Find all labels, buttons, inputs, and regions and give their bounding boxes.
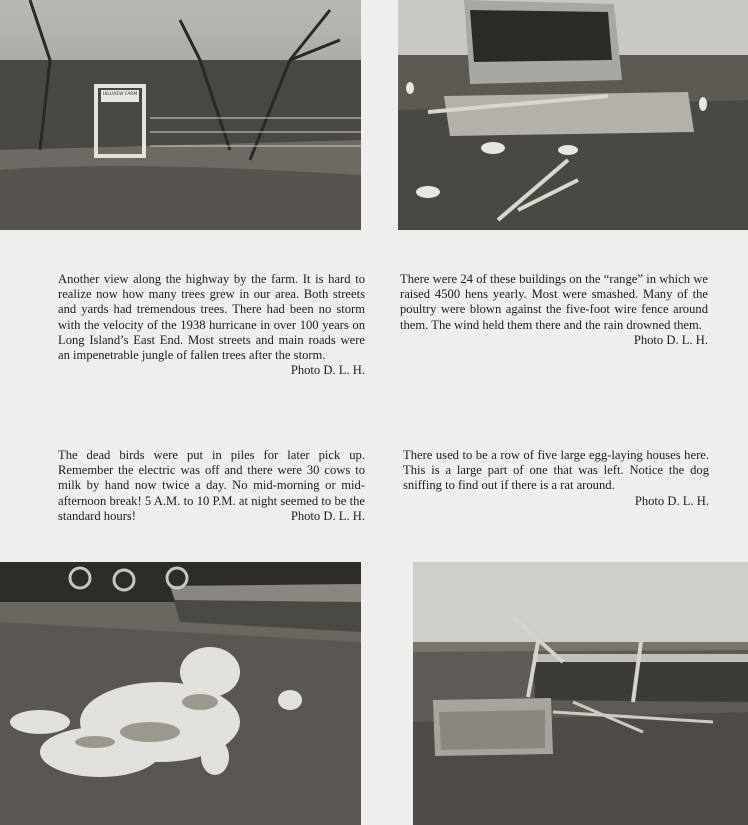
photo-egg-house-remains: [413, 562, 748, 825]
caption-text: Another view along the highway by the farm. It is hard to realize now how many trees grew in our area. Both streets and yards had tremendous trees. There had been no storm with the velocity of the 1938 hurricane in over 100 years on Long Island’s East End. Most streets and main roads were an impenetrable jungle of fallen trees after the storm.: [58, 272, 365, 363]
caption-text: The dead birds were put in piles for later pick up. Remember the electric was off and there were 30 cows to milk by hand now twice a day. No mid-morning or mid-afternoon break! 5 A.M. to 10 P.M. at night seemed to be the standard hours!: [58, 448, 365, 523]
photo-credit: Photo D. L. H.: [634, 493, 709, 508]
photo-credit: Photo D. L. H.: [290, 508, 365, 523]
caption-range-buildings: [400, 272, 708, 348]
caption-egg-houses: [403, 448, 709, 509]
photo-smashed-coop: [398, 0, 748, 230]
photo-farm-sign: [0, 0, 361, 230]
photo-credit: Photo D. L. H.: [290, 363, 365, 378]
photo-credit: Photo D. L. H.: [633, 332, 708, 347]
caption-dead-birds: [58, 448, 365, 524]
caption-highway-trees: [58, 272, 365, 378]
caption-text: There used to be a row of five large egg-laying houses here. This is a large part of one that was left. Notice the dog sniffing to find out if there is a rat around.: [403, 448, 709, 493]
farm-sign-text: HILLVIEW FARM: [102, 92, 138, 97]
photo-dead-birds: [0, 562, 361, 825]
caption-text: There were 24 of these buildings on the “range” in which we raised 4500 hens yearly. Most were smashed. Many of the poultry were blown against the five-foot wire fence around them. The wind held them there and the rain drowned them.: [400, 272, 708, 332]
